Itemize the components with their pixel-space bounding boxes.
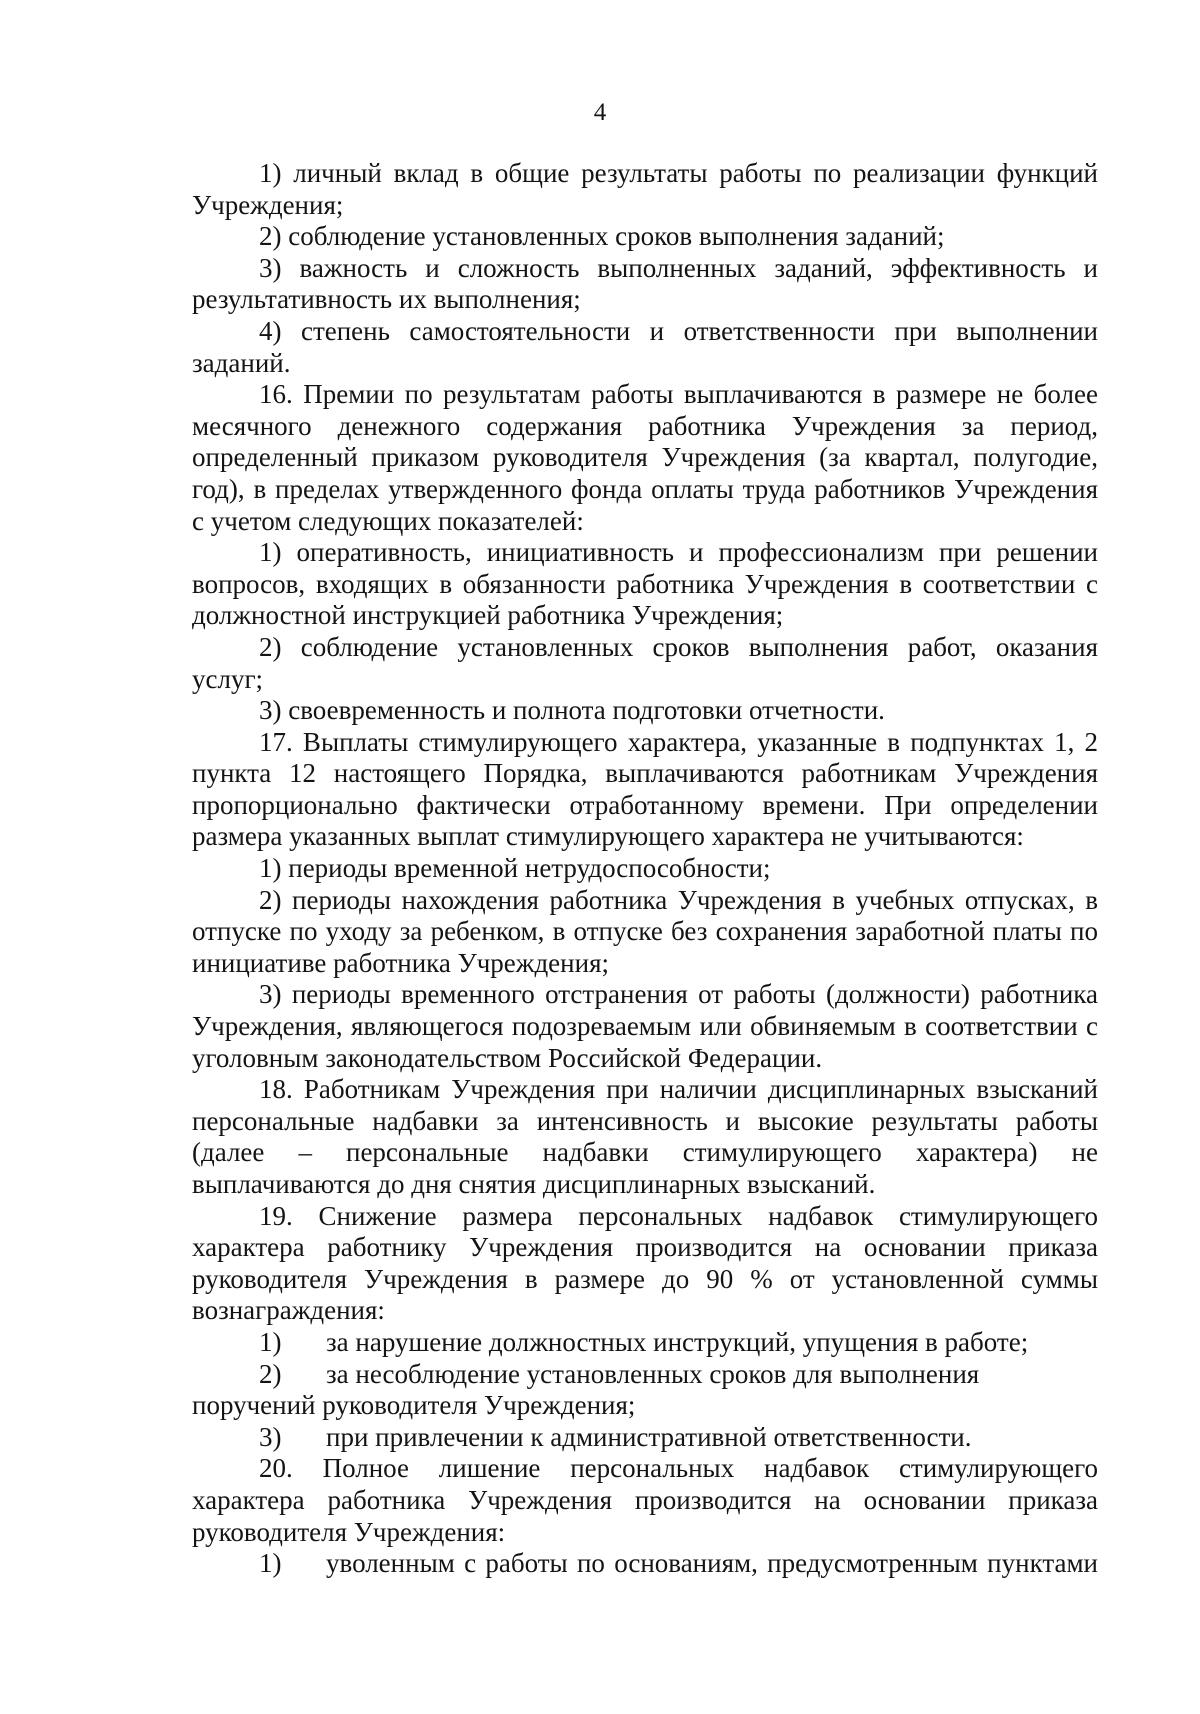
paragraph-20: 20. Полное лишение персональных надбавок стимулирующего характера работника Учреждения производится на основании приказа руководителя Учреждения: — [192, 1453, 1098, 1547]
paragraph: 3) важность и сложность выполненных заданий, эффективность и результативность их выполнения; — [192, 252, 1098, 315]
paragraph: 3) своевременность и полнота подготовки отчетности. — [259, 695, 885, 726]
paragraph-19: 19. Снижение размера персональных надбавок стимулирующего характера работнику Учреждения производится на основании приказа руководителя Учреждения в размере до 90 % от установленной суммы вознаграждения: — [192, 1200, 1098, 1326]
document-body — [192, 158, 1098, 1580]
paragraph: 3) периоды временного отстранения от работы (должности) работника Учреждения, являющегося подозреваемым или обвиняемым в соответствии с уголовным законодательством Российской Федерации. — [192, 979, 1098, 1073]
paragraph: 2) соблюдение установленных сроков выполнения работ, оказания услуг; — [192, 631, 1098, 694]
paragraph: 2) соблюдение установленных сроков выполнения заданий; — [259, 221, 945, 252]
paragraph: 1) периоды временной нетрудоспособности; — [259, 853, 771, 884]
paragraph: 2) периоды нахождения работника Учреждения в учебных отпусках, в отпуске по уходу за ребенком, в отпуске без сохранения заработной платы по инициативе работника Учреждения; — [192, 884, 1098, 978]
list-item-number: 1) — [259, 1548, 282, 1579]
list-item — [192, 1422, 1098, 1454]
list-item-number: 2) — [259, 1358, 282, 1389]
list-item-number: 3) — [259, 1421, 282, 1452]
list-item-text: за несоблюдение установленных сроков для выполнения поручений руководителя Учреждения; — [192, 1358, 980, 1421]
paragraph: 1) личный вклад в общие результаты работы по реализации функций Учреждения; — [192, 158, 1098, 220]
list-item-text: при привлечении к административной ответственности. — [326, 1421, 972, 1452]
list-item-text: за нарушение должностных инструкций, упущения в работе; — [326, 1326, 1029, 1357]
paragraph: 1) оперативность, инициативность и профессионализм при решении вопросов, входящих в обязанности работника Учреждения в соответствии с должностной инструкцией работника Учреждения; — [192, 537, 1098, 631]
paragraph-17: 17. Выплаты стимулирующего характера, указанные в подпунктах 1, 2 пункта 12 настоящего Порядка, выплачиваются работникам Учреждения пропорционально фактически отработанному времени. При определении размера указанных выплат стимулирующего характера не учитываются: — [192, 726, 1098, 852]
list-item — [192, 1548, 1098, 1580]
paragraph: 4) степень самостоятельности и ответственности при выполнении заданий. — [192, 315, 1098, 378]
list-item — [192, 1359, 1098, 1422]
list-item-text: уволенным с работы по основаниям, предусмотренным пунктами — [326, 1548, 1098, 1579]
page-number: 4 — [593, 99, 607, 126]
list-item — [192, 1327, 1098, 1359]
paragraph-18: 18. Работникам Учреждения при наличии дисциплинарных взысканий персональные надбавки за интенсивность и высокие результаты работы (далее – персональные надбавки стимулирующего характера) не выплачиваются до дня снятия дисциплинарных взысканий. — [192, 1074, 1098, 1199]
paragraph-16: 16. Премии по результатам работы выплачиваются в размере не более месячного денежного содержания работника Учреждения за период, определенный приказом руководителя Учреждения (за квартал, полугодие, год), в пределах утвержденного фонда оплаты труда работников Учреждения с учетом следующих показателей: — [192, 379, 1098, 536]
list-item-number: 1) — [259, 1326, 282, 1357]
